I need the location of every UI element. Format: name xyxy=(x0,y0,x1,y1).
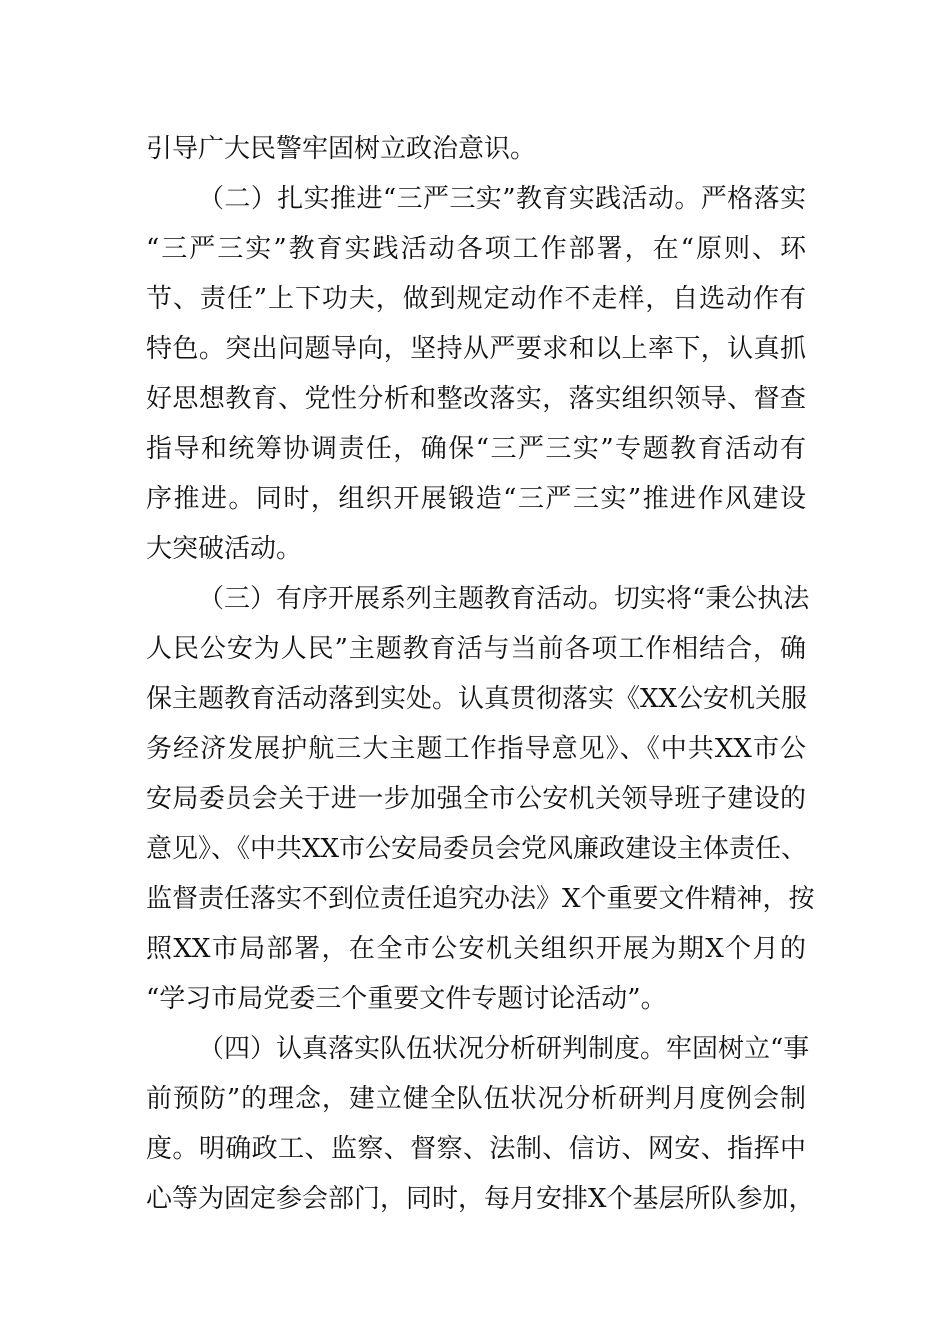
text-line: 监督责任落实不到位责任追究办法》X个重要文件精神，按 xyxy=(146,884,815,914)
text-line: 指导和统筹协调责任，确保“三严三实”专题教育活动有 xyxy=(146,434,806,464)
text-line: （三）有序开展系列主题教育活动。切实将“秉公执法 xyxy=(198,584,810,614)
text-line: 意见》、《中共XX市公安局委员会党风廉政建设主体责任、 xyxy=(146,834,808,864)
text-line: 序推进。同时，组织开展锻造“三严三实”推进作风建设 xyxy=(146,484,806,514)
text-line: 人民公安为人民”主题教育活与当前各项工作相结合，确 xyxy=(146,634,806,664)
text-line: 大突破活动。 xyxy=(146,534,303,564)
text-line: 引导广大民警牢固树立政治意识。 xyxy=(146,134,537,164)
text-line: 节、责任”上下功夫，做到规定动作不走样，自选动作有 xyxy=(146,284,806,314)
text-line: 照XX市局部署，在全市公安机关组织开展为期X个月的 xyxy=(146,934,806,964)
text-line: 心等为固定参会部门，同时，每月安排X个基层所队参加， xyxy=(146,1184,815,1214)
text-line: “学习市局党委三个重要文件专题讨论活动”。 xyxy=(146,984,667,1014)
text-line: 务经济发展护航三大主题工作指导意见》、《中共XX市公 xyxy=(146,734,806,764)
text-line: 好思想教育、党性分析和整改落实，落实组织领导、督查 xyxy=(146,384,806,414)
text-line: （四）认真落实队伍状况分析研判制度。牢固树立“事 xyxy=(198,1034,810,1064)
text-line: 前预防”的理念，建立健全队伍状况分析研判月度例会制 xyxy=(146,1084,806,1114)
text-line: 安局委员会关于进一步加强全市公安机关领导班子建设的 xyxy=(146,784,806,814)
text-line: 度。明确政工、监察、督察、法制、信访、网安、指挥中 xyxy=(146,1134,806,1164)
text-line: “三严三实”教育实践活动各项工作部署，在“原则、环 xyxy=(146,234,806,264)
text-line: 保主题教育活动落到实处。认真贯彻落实《XX公安机关服 xyxy=(146,684,808,714)
text-line: 特色。突出问题导向，坚持从严要求和以上率下，认真抓 xyxy=(146,334,806,364)
text-line: （二）扎实推进“三严三实”教育实践活动。严格落实 xyxy=(198,184,806,214)
